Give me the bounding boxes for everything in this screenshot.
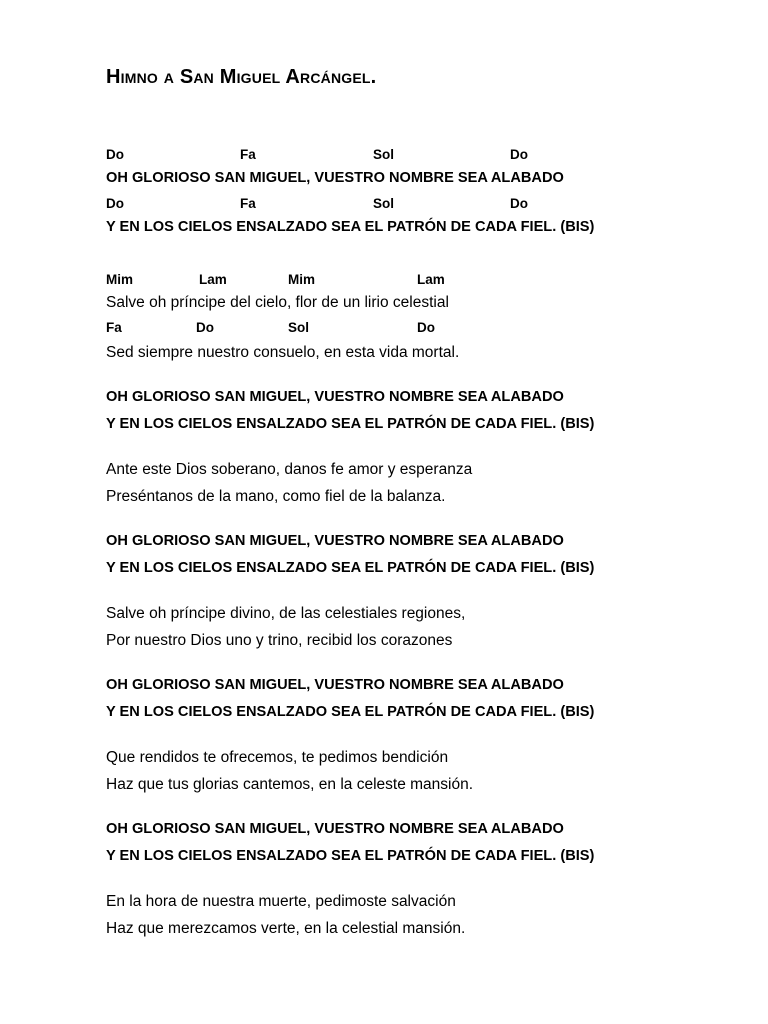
chorus-line: Y EN LOS CIELOS ENSALZADO SEA EL PATRÓN DE CADA FIEL. (BIS) [106, 704, 595, 720]
chorus-line: OH GLORIOSO SAN MIGUEL, VUESTRO NOMBRE SEA ALABADO [106, 170, 564, 186]
chord: Do [510, 196, 528, 211]
chorus-line: OH GLORIOSO SAN MIGUEL, VUESTRO NOMBRE SEA ALABADO [106, 389, 564, 405]
verse-line: Ante este Dios soberano, danos fe amor y esperanza [106, 461, 473, 478]
chord: Fa [106, 320, 122, 335]
chord: Mim [288, 272, 315, 287]
chord: Lam [199, 272, 227, 287]
verse-line: Preséntanos de la mano, como fiel de la balanza. [106, 488, 446, 505]
chorus-line: OH GLORIOSO SAN MIGUEL, VUESTRO NOMBRE SEA ALABADO [106, 533, 564, 549]
verse-line: Que rendidos te ofrecemos, te pedimos bendición [106, 749, 449, 766]
verse-line: Por nuestro Dios uno y trino, recibid los corazones [106, 632, 453, 649]
chord-row [106, 320, 706, 338]
chord: Fa [240, 196, 256, 211]
hymn-title: Himno a San Miguel Arcángel. [106, 66, 377, 88]
chord: Sol [373, 196, 395, 211]
chorus-line: Y EN LOS CIELOS ENSALZADO SEA EL PATRÓN DE CADA FIEL. (BIS) [106, 219, 595, 235]
chorus-line: OH GLORIOSO SAN MIGUEL, VUESTRO NOMBRE SEA ALABADO [106, 821, 564, 837]
chord: Do [196, 320, 214, 335]
verse-line: Salve oh príncipe del cielo, flor de un lirio celestial [106, 294, 449, 311]
chorus-line: OH GLORIOSO SAN MIGUEL, VUESTRO NOMBRE SEA ALABADO [106, 677, 564, 693]
chorus-line: Y EN LOS CIELOS ENSALZADO SEA EL PATRÓN DE CADA FIEL. (BIS) [106, 848, 595, 864]
verse-line: Haz que merezcamos verte, en la celestial mansión. [106, 920, 466, 937]
chord: Sol [288, 320, 310, 335]
chord-row [106, 196, 706, 214]
verse-line: En la hora de nuestra muerte, pedimoste salvación [106, 893, 456, 910]
chorus-line: Y EN LOS CIELOS ENSALZADO SEA EL PATRÓN DE CADA FIEL. (BIS) [106, 416, 595, 432]
chord: Fa [240, 147, 256, 162]
chord: Do [106, 147, 124, 162]
verse-line: Sed siempre nuestro consuelo, en esta vida mortal. [106, 344, 460, 361]
chord: Do [510, 147, 528, 162]
chord-row [106, 147, 706, 165]
verse-line: Salve oh príncipe divino, de las celestiales regiones, [106, 605, 466, 622]
chord: Sol [373, 147, 395, 162]
chord: Do [417, 320, 435, 335]
chord: Mim [106, 272, 133, 287]
chord: Lam [417, 272, 445, 287]
chord-row [106, 272, 706, 290]
chorus-line: Y EN LOS CIELOS ENSALZADO SEA EL PATRÓN DE CADA FIEL. (BIS) [106, 560, 595, 576]
chord: Do [106, 196, 124, 211]
verse-line: Haz que tus glorias cantemos, en la celeste mansión. [106, 776, 474, 793]
